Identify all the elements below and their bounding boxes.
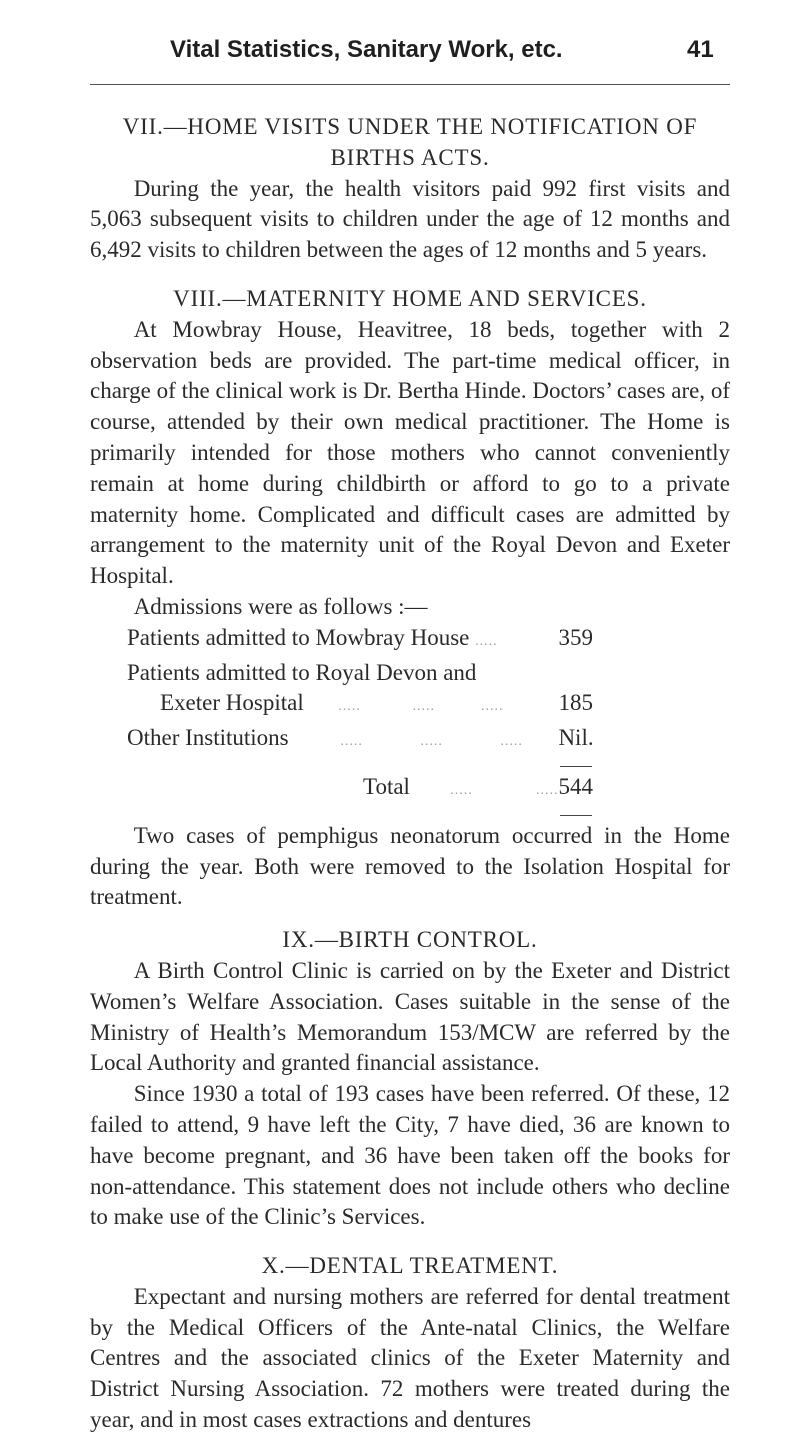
admissions-value: 359: [558, 624, 593, 650]
admissions-label: Patients admitted to Mowbray House .....: [127, 624, 498, 650]
page-number: 41: [687, 36, 714, 63]
admissions-label-continued: Exeter Hospital ..... ..... .....: [160, 690, 504, 716]
admissions-value: Nil.: [558, 725, 594, 751]
section-ix-paragraph-1: A Birth Control Clinic is carried on by the Exeter and District Women’s Welfare Association. Cases suitable in the sense of the Ministry of Health’s Memorandum 153/MCW are referred by the Local Authority and granted financial assistance.: [90, 957, 730, 1076]
body-text: [90, 112, 730, 1436]
total-label: Total ..... .....: [363, 773, 559, 799]
section-x-heading: X.—DENTAL TREATMENT.: [261, 1253, 559, 1279]
admissions-row: [127, 658, 620, 689]
section-vii-paragraph: During the year, the health visitors paid 992 first visits and 5,063 subsequent visits to children under the age of 12 months and 6,492 visits to children between the ages of 12 months and 5 years.: [90, 175, 730, 263]
admissions-row: [127, 623, 620, 658]
admissions-value: 185: [558, 690, 593, 716]
section-viii-paragraph-2: Two cases of pemphigus neonatorum occurred in the Home during the year. Both were removed to the Isolation Hospital for treatment.: [90, 822, 730, 910]
section-viii-heading: VIII.—MATERNITY HOME AND SERVICES.: [173, 285, 647, 311]
header-rule: [90, 84, 730, 85]
admissions-intro: Admissions were as follows :—: [133, 593, 428, 619]
admissions-row: [127, 723, 620, 758]
section-vii-heading-line1: VII.—HOME VISITS UNDER THE NOTIFICATION OF: [122, 114, 698, 139]
section-ix-paragraph-2: Since 1930 a total of 193 cases have been referred. Of these, 12 failed to attend, 9 have left the City, 7 have died, 36 are known to have become pregnant, and 36 have been taken off the books for non-attendance. This statement does not include others who decline to make use of the Clinic’s Services.: [90, 1081, 730, 1230]
total-rule-bottom: [127, 807, 620, 821]
section-vii-heading-line2: BIRTHS ACTS.: [330, 144, 490, 170]
section-ix-heading: IX.—BIRTH CONTROL.: [282, 927, 538, 953]
total-value: 544: [558, 773, 593, 799]
admissions-total-row: [127, 772, 620, 807]
section-x-paragraph: Expectant and nursing mothers are referred for dental treatment by the Medical Officers of the Ante-natal Clinics, the Welfare Centres and the associated clinics of the Exeter Maternity and District Nursing Association. 72 mothers were treated during the year, and in most cases extractions and dentures: [90, 1283, 730, 1433]
admissions-label: Patients admitted to Royal Devon and: [127, 659, 477, 685]
admissions-table: [127, 623, 620, 821]
admissions-label: Other Institutions ..... ..... .....: [127, 725, 523, 751]
section-viii-paragraph-1: At Mowbray House, Heavitree, 18 beds, together with 2 observation beds are provided. The part-time medical officer, in charge of the clinical work is Dr. Bertha Hinde. Doctors’ cases are, of course, attended by their own medical practitioner. The Home is primarily intended for those mothers who cannot conveniently remain at home during childbirth or afford to go to a private maternity home. Complicated and difficult cases are admitted by arrangement to the maternity unit of the Royal Devon and Exeter Hospital.: [90, 316, 730, 589]
total-rule-top: [127, 758, 620, 772]
running-head-title: Vital Statistics, Sanitary Work, etc.: [170, 36, 563, 63]
section-vii-heading: [90, 112, 730, 174]
admissions-row-continued: [127, 688, 620, 723]
